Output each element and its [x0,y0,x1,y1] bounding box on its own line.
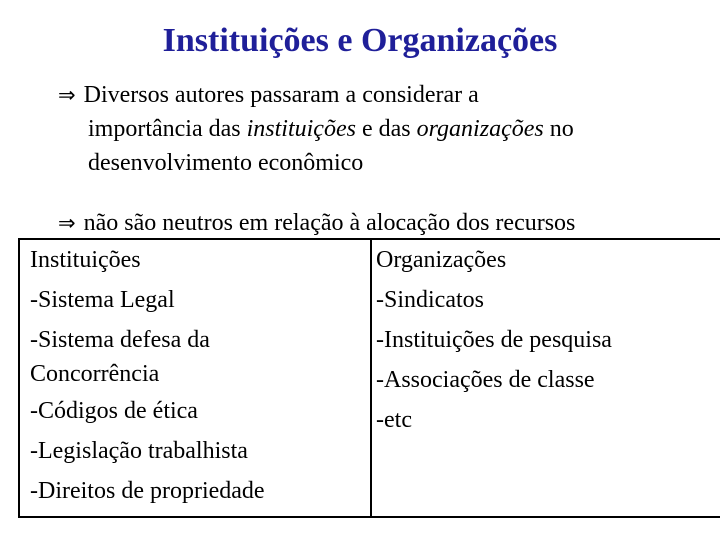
list-item: -etc [376,407,412,433]
bullet-authors [58,78,698,180]
list-item: -Instituições de pesquisa [376,327,612,353]
institutions-column [30,240,370,516]
slide-title: Instituições e Organizações [162,22,558,59]
bullet-line-2 [58,112,698,146]
text-no: no [543,116,574,142]
list-item: -Sindicatos [376,287,484,313]
institutions-header: Instituições [30,247,141,273]
organizations-column [376,240,716,516]
text-organizacoes-italic: organizações [416,116,544,142]
list-item: -Sistema Legal [30,287,175,313]
text-instituicoes-italic: instituições [246,116,356,142]
text-importancia: importância das [88,116,247,142]
implies-arrow-icon: ⇒ [58,83,76,107]
text-e-das: e das [355,116,417,142]
implies-arrow-icon: ⇒ [58,211,76,235]
column-divider [370,240,372,516]
list-item: -Sistema defesa da [30,327,210,353]
list-item: Concorrência [30,361,160,387]
list-item: -Códigos de ética [30,398,198,424]
organizations-header: Organizações [376,247,507,273]
bullet-line-1: Diversos autores passaram a considerar a [83,82,479,108]
list-item: -Legislação trabalhista [30,438,248,464]
bullet-text: não são neutros em relação à alocação dos recursos [83,210,576,236]
comparison-table [18,238,720,518]
list-item: -Associações de classe [376,367,595,393]
bullet-line-3: desenvolvimento econômico [88,150,364,176]
list-item: -Direitos de propriedade [30,478,265,504]
bullet-not-neutral [58,206,718,240]
